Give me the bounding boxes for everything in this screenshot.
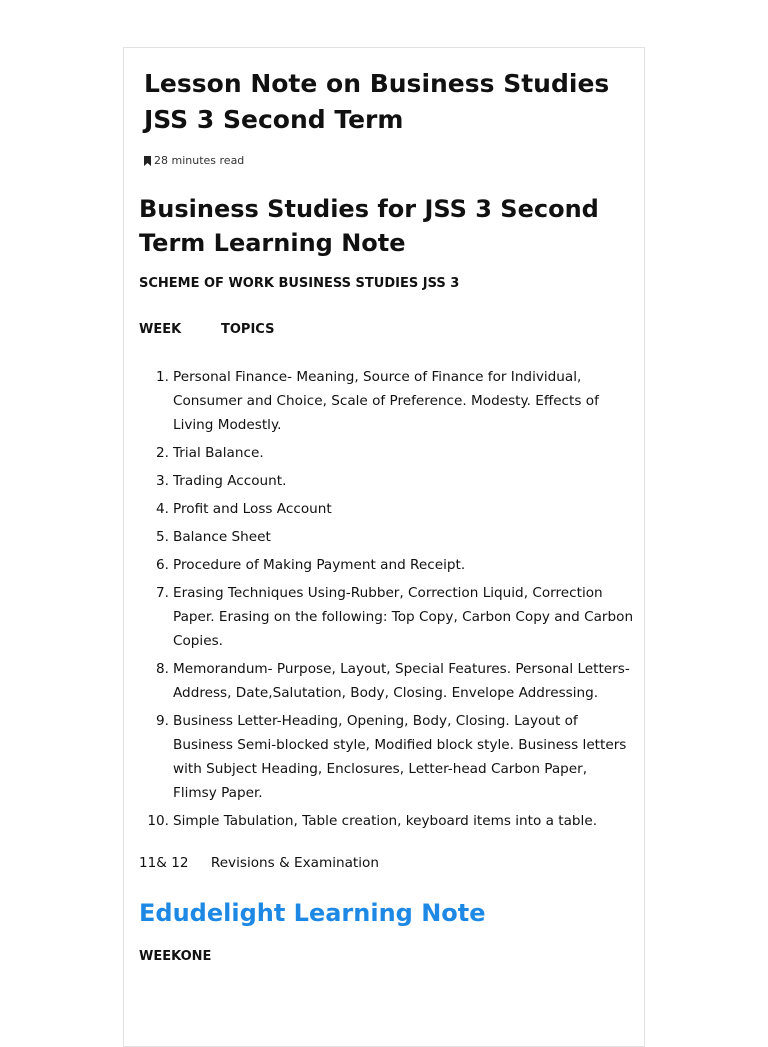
article-heading: Business Studies for JSS 3 Second Term Learning Note xyxy=(139,195,599,257)
list-item-text: Personal Finance- Meaning, Source of Finance for Individual, Consumer and Choice, Scale of Preference. Modesty. Effects of Living Modestly. xyxy=(173,369,599,433)
list-item xyxy=(139,581,634,653)
list-item-number: 3. xyxy=(156,473,169,489)
list-item xyxy=(139,365,634,437)
list-item-text: Procedure of Making Payment and Receipt. xyxy=(173,557,466,573)
week-label: WEEK xyxy=(139,322,182,337)
list-item xyxy=(139,709,634,805)
list-item-number: 5. xyxy=(156,529,169,545)
list-item-number: 4. xyxy=(156,501,169,517)
revision-text: Revisions & Examination xyxy=(210,855,379,871)
brand-heading: Edudelight Learning Note xyxy=(139,899,486,927)
list-item-text: Memorandum- Purpose, Layout, Special Features. Personal Letters- Address, Date,Salutation, Body, Closing. Envelope Addressing. xyxy=(173,661,630,701)
list-item xyxy=(139,525,634,549)
list-item xyxy=(139,809,634,833)
list-item xyxy=(139,441,634,465)
list-item-text: Trading Account. xyxy=(173,473,287,489)
list-item-text: Business Letter-Heading, Opening, Body, Closing. Layout of Business Semi-blocked style, Modified block style. Business letters with Subject Heading, Enclosures, Letter-head Carbon Paper, Flimsy Paper. xyxy=(173,713,627,801)
revisions-row xyxy=(139,851,379,875)
list-item-text: Profit and Loss Account xyxy=(173,501,332,517)
list-item-text: Simple Tabulation, Table creation, keyboard items into a table. xyxy=(173,813,598,829)
topics-list xyxy=(139,365,634,837)
list-item-number: 1. xyxy=(156,369,169,385)
scheme-label: SCHEME OF WORK BUSINESS STUDIES JSS 3 xyxy=(139,276,460,291)
list-item-number: 10. xyxy=(147,813,169,829)
list-item xyxy=(139,657,634,705)
list-item-text: Erasing Techniques Using-Rubber, Correction Liquid, Correction Paper. Erasing on the following: Top Copy, Carbon Copy and Carbon Copies. xyxy=(173,585,634,649)
topics-label: TOPICS xyxy=(221,322,275,337)
read-time xyxy=(144,154,244,168)
list-item-number: 8. xyxy=(156,661,169,677)
article-card xyxy=(123,47,645,1047)
list-item xyxy=(139,553,634,577)
page-title: Lesson Note on Business Studies JSS 3 Second Term xyxy=(144,69,610,134)
bookmark-icon xyxy=(144,156,151,166)
list-item-text: Trial Balance. xyxy=(173,445,264,461)
list-item xyxy=(139,469,634,493)
list-item-number: 9. xyxy=(156,713,169,729)
list-item-text: Balance Sheet xyxy=(173,529,271,545)
week-one-label: WEEKONE xyxy=(139,949,212,964)
list-item xyxy=(139,497,634,521)
revision-weeks: 11& 12 xyxy=(139,855,189,871)
list-item-number: 2. xyxy=(156,445,169,461)
list-item-number: 6. xyxy=(156,557,169,573)
table-header xyxy=(139,321,275,339)
read-time-text: 28 minutes read xyxy=(154,154,245,167)
list-item-number: 7. xyxy=(156,585,169,601)
